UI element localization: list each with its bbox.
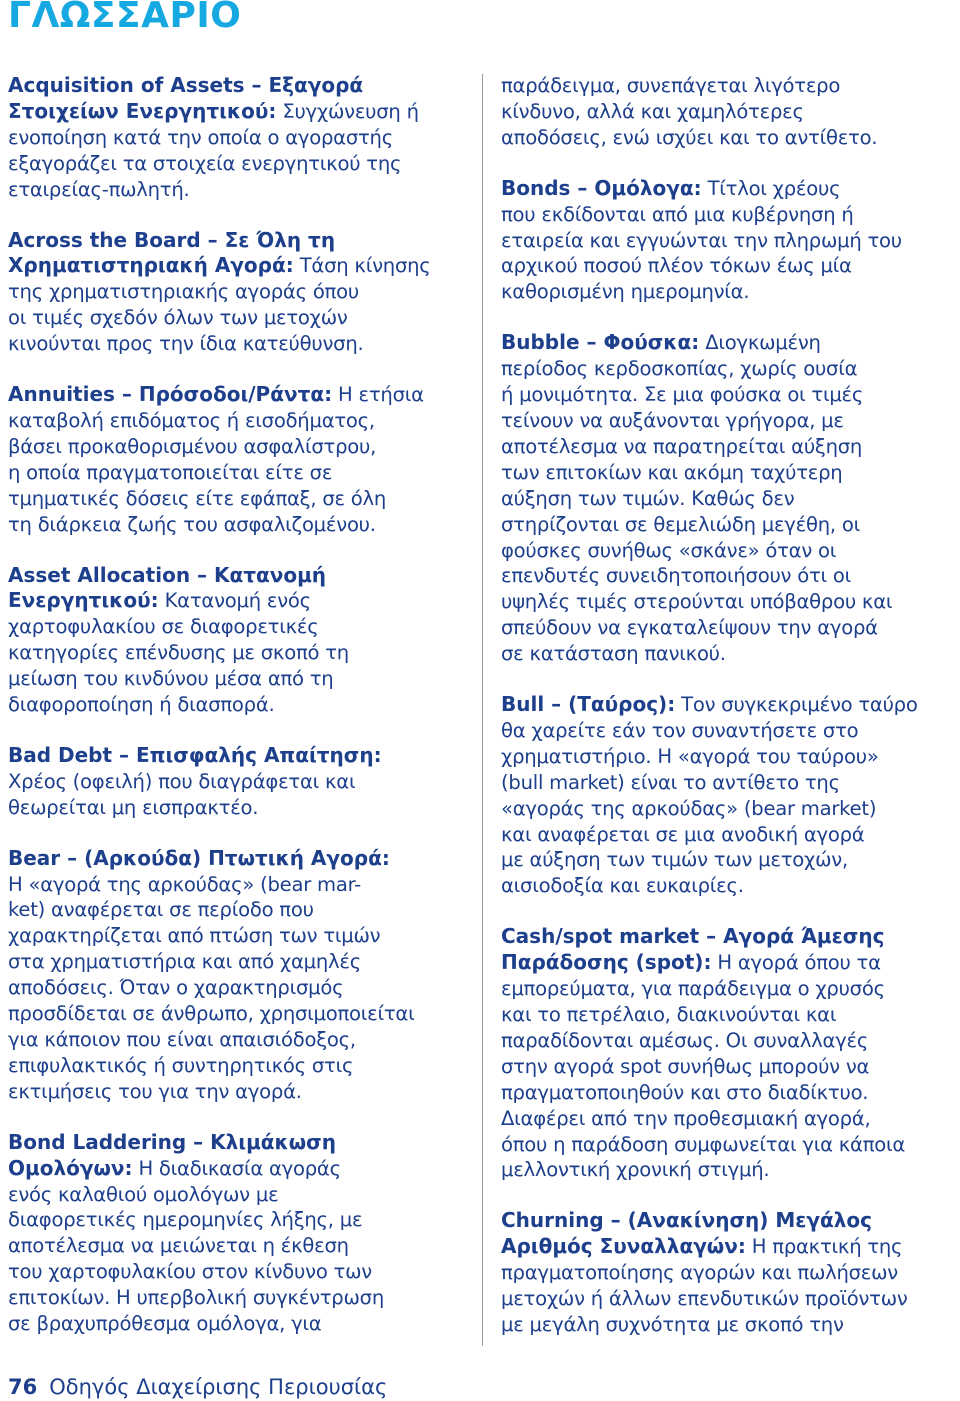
entry-line (501, 563, 960, 589)
glossary-entry (501, 73, 960, 151)
glossary-definition: κίνδυνο, αλλά και χαμηλότερες (501, 99, 804, 123)
glossary-term: Churning – (Ανακίνηση) Μεγάλος (501, 1208, 873, 1233)
entry-line (8, 331, 470, 357)
book-title: Οδηγός Διαχείρισης Περιουσίας (49, 1375, 388, 1399)
glossary-entry (8, 382, 470, 537)
glossary-definition: αύξηση των τιμών. Καθώς δεν (501, 486, 795, 510)
glossary-definition: μετοχών ή άλλων επενδυτικών προϊόντων (501, 1287, 908, 1311)
glossary-term: Ομολόγων: (8, 1155, 133, 1180)
entry-line (8, 305, 470, 331)
glossary-term: Cash/spot market – Αγορά Άμεσης (501, 924, 885, 949)
entry-line (8, 1156, 470, 1182)
entry-line (8, 151, 470, 177)
entry-line (8, 1001, 470, 1027)
glossary-definition: εταιρείας-πωλητή. (8, 177, 190, 201)
entry-line (8, 949, 470, 975)
entry-line (8, 743, 470, 769)
glossary-definition: τμηματικές δόσεις είτε εφάπαξ, σε όλη (8, 486, 387, 510)
glossary-definition: Η αγορά όπου τα (711, 951, 881, 975)
entry-line (8, 408, 470, 434)
glossary-term: Acquisition of Assets – Εξαγορά (8, 73, 364, 97)
entry-line (8, 640, 470, 666)
glossary-definition: μελλοντική χρονική στιγμή. (501, 1158, 770, 1182)
entry-line (501, 770, 960, 796)
entry-line (8, 253, 470, 279)
glossary-definition: στα χρηματιστήρια και από χαμηλές (8, 950, 361, 974)
glossary-definition: των επιτοκίων και ακόμη ταχύτερη (501, 460, 843, 484)
glossary-definition: της χρηματιστηριακής αγοράς όπου (8, 280, 359, 304)
glossary-definition: θα χαρείτε εάν τον συναντήσετε στο (501, 718, 859, 742)
entry-line (8, 177, 470, 203)
entry-line (501, 356, 960, 382)
glossary-definition: φούσκες συνήθως «σκάνε» όταν οι (501, 538, 837, 562)
entry-line (501, 1106, 960, 1132)
page-title: ΓΛΩΣΣΑΡΙΟ (8, 0, 242, 36)
glossary-definition: παράδειγμα, συνεπάγεται λιγότερο (501, 74, 841, 97)
entry-line (8, 769, 470, 795)
glossary-definition: εξαγοράζει τα στοιχεία ενεργητικού της (8, 151, 402, 175)
glossary-definition: χαρτοφυλακίου σε διαφορετικές (8, 615, 319, 639)
entry-line (501, 1260, 960, 1286)
glossary-definition: του χαρτοφυλακίου στον κίνδυνο των (8, 1260, 372, 1284)
glossary-definition: πραγματοποιηθούν και στο διαδίκτυο. (501, 1080, 869, 1104)
entry-line (501, 1054, 960, 1080)
entry-line (501, 279, 960, 305)
glossary-definition: Η ετήσια (332, 383, 424, 407)
glossary-definition: ενοποίηση κατά την οποία ο αγοραστής (8, 125, 393, 149)
entry-line (8, 1130, 470, 1156)
glossary-definition: Κατανομή ενός (158, 589, 311, 613)
entry-line (501, 1028, 960, 1054)
entry-line (501, 1208, 960, 1234)
entry-line (501, 950, 960, 976)
entry-line (8, 1233, 470, 1259)
glossary-definition: εκτιμήσεις του για την αγορά. (8, 1079, 302, 1103)
entry-line (8, 1182, 470, 1208)
glossary-definition: Η διαδικασία αγοράς (132, 1156, 341, 1180)
glossary-term: Bull – (Ταύρος): (501, 692, 676, 717)
entry-line (501, 1080, 960, 1106)
glossary-entry (8, 228, 470, 358)
entry-line (8, 382, 470, 408)
entry-line (501, 486, 960, 512)
glossary-definition: τη διάρκεια ζωής του ασφαλιζομένου. (8, 512, 376, 536)
entry-line (501, 1312, 960, 1338)
entry-line (501, 512, 960, 538)
glossary-definition: Συγχώνευση ή (276, 99, 419, 123)
glossary-definition: κινούνται προς την ίδια κατεύθυνση. (8, 332, 364, 356)
glossary-definition: εμπορεύματα, για παράδειγμα ο χρυσός (501, 977, 885, 1001)
entry-line (501, 228, 960, 254)
glossary-definition: αποτέλεσμα να μειώνεται η έκθεση (8, 1234, 349, 1258)
entry-line (8, 228, 470, 254)
glossary-term: Χρηματιστηριακή Αγορά: (8, 253, 294, 278)
column-divider (482, 74, 483, 1346)
entry-line (8, 125, 470, 151)
entry-line (501, 73, 960, 99)
entry-line (501, 847, 960, 873)
entry-line (501, 1286, 960, 1312)
glossary-entry (501, 1208, 960, 1338)
glossary-column-right (501, 73, 960, 1363)
glossary-definition: οι τιμές σχεδόν όλων των μετοχών (8, 306, 348, 330)
entry-line (501, 796, 960, 822)
glossary-definition: θεωρείται μη εισπρακτέο. (8, 795, 259, 819)
glossary-definition: Διαφέρει από την προθεσμιακή αγορά, (501, 1106, 871, 1130)
entry-line (501, 692, 960, 718)
entry-line (501, 615, 960, 641)
glossary-definition: πραγματοποίησης αγορών και πωλήσεων (501, 1261, 898, 1285)
entry-line (501, 382, 960, 408)
glossary-definition: ket) αναφέρεται σε περίοδο που (8, 898, 314, 922)
entry-line (8, 1285, 470, 1311)
glossary-definition: επενδυτές συνειδητοποιήσουν ότι οι (501, 564, 851, 588)
entry-line (8, 279, 470, 305)
glossary-definition: περίοδος κερδοσκοπίας, χωρίς ουσία (501, 357, 858, 381)
entry-line (501, 434, 960, 460)
glossary-definition: αισιοδοξία και ευκαιρίες. (501, 874, 744, 898)
entry-line (8, 512, 470, 538)
glossary-definition: τείνουν να αυξάνονται γρήγορα, με (501, 408, 844, 432)
entry-line (8, 1053, 470, 1079)
entry-line (501, 99, 960, 125)
glossary-definition: σε κατάσταση πανικού. (501, 642, 726, 666)
entry-line (501, 1132, 960, 1158)
entry-line (8, 897, 470, 923)
entry-line (8, 460, 470, 486)
glossary-definition: εταιρεία και εγγυώνται την πληρωμή του (501, 228, 902, 252)
entry-line (501, 330, 960, 356)
glossary-definition: όπου η παράδοση συμφωνείται για κάποια (501, 1132, 906, 1156)
glossary-definition: και το πετρέλαιο, διακινούνται και (501, 1003, 837, 1026)
glossary-definition: ή μονιμότητα. Σε μια φούσκα οι τιμές (501, 383, 864, 407)
glossary-definition: καθορισμένη ημερομηνία. (501, 280, 750, 304)
glossary-definition: καταβολή επιδόματος ή εισοδήματος, (8, 408, 375, 432)
glossary-definition: ενός καλαθιού ομολόγων με (8, 1182, 279, 1206)
entry-line (501, 1002, 960, 1028)
glossary-term: Bad Debt – Επισφαλής Απαίτηση: (8, 742, 382, 767)
entry-line (8, 434, 470, 460)
entry-line (501, 589, 960, 615)
entry-line (8, 99, 470, 125)
entry-line (501, 253, 960, 279)
entry-line (8, 1027, 470, 1053)
glossary-definition: παραδίδονται αμέσως. Οι συναλλαγές (501, 1028, 869, 1052)
entry-line (8, 666, 470, 692)
glossary-definition: Τάση κίνησης (293, 254, 431, 278)
glossary-definition: σε βραχυπρόθεσμα ομόλογα, για (8, 1312, 322, 1336)
glossary-definition: που εκδίδονται από μια κυβέρνηση ή (501, 202, 854, 226)
glossary-definition: χαρακτηρίζεται από πτώση των τιμών (8, 924, 381, 948)
glossary-definition: σπεύδουν να εγκαταλείψουν την αγορά (501, 616, 878, 640)
entry-line (501, 460, 960, 486)
glossary-term: Αριθμός Συναλλαγών: (501, 1234, 746, 1259)
glossary-entry (8, 743, 470, 821)
page-footer (8, 1373, 387, 1401)
glossary-entry (8, 73, 470, 203)
glossary-column-left (8, 73, 470, 1362)
entry-line (501, 125, 960, 151)
entry-line (8, 872, 470, 898)
glossary-definition: και αναφέρεται σε μια ανοδική αγορά (501, 822, 865, 846)
glossary-definition: υψηλές τιμές στερούνται υπόβαθρου και (501, 590, 893, 614)
glossary-term: Bonds – Ομόλογα: (501, 175, 702, 200)
glossary-term: Ενεργητικού: (8, 588, 159, 613)
glossary-term: Bubble – Φούσκα: (501, 330, 700, 355)
entry-line (501, 924, 960, 950)
entry-line (501, 538, 960, 564)
glossary-definition: αποδόσεις. Όταν ο χαρακτηρισμός (8, 976, 344, 1000)
glossary-definition: αποδόσεις, ενώ ισχύει και το αντίθετο. (501, 125, 878, 149)
entry-line (8, 486, 470, 512)
glossary-definition: η οποία πραγματοποιείται είτε σε (8, 460, 333, 484)
glossary-definition: Η «αγορά της αρκούδας» (bear mar- (8, 872, 361, 896)
glossary-definition: βάσει προκαθορισμένου ασφαλίστρου, (8, 434, 377, 458)
entry-line (501, 718, 960, 744)
entry-line (8, 846, 470, 872)
glossary-definition: προσδίδεται σε άνθρωπο, χρησιμοποιείται (8, 1002, 415, 1026)
glossary-entry (8, 1130, 470, 1337)
entry-line (501, 744, 960, 770)
glossary-definition: Διογκωμένη (699, 331, 821, 355)
glossary-definition: επιτοκίων. Η υπερβολική συγκέντρωση (8, 1286, 384, 1310)
glossary-entry (8, 846, 470, 1105)
glossary-definition: διαφοροποίηση ή διασπορά. (8, 693, 275, 717)
glossary-entry (8, 563, 470, 718)
entry-line (501, 976, 960, 1002)
glossary-term: Annuities – Πρόσοδοι/Ράντα: (8, 382, 333, 407)
glossary-entry (501, 176, 960, 306)
glossary-definition: Τίτλοι χρέους (701, 176, 841, 200)
glossary-definition: Τον συγκεκριμένο ταύρο (675, 693, 918, 717)
entry-line (501, 1234, 960, 1260)
entry-line (8, 795, 470, 821)
page-number: 76 (8, 1375, 38, 1399)
glossary-term: Στοιχείων Ενεργητικού: (8, 98, 277, 123)
glossary-definition: με μεγάλη συχνότητα με σκοπό την (501, 1312, 844, 1336)
glossary-term: Bear – (Αρκούδα) Πτωτική Αγορά: (8, 845, 390, 870)
entry-line (8, 1207, 470, 1233)
entry-line (501, 822, 960, 848)
entry-line (8, 923, 470, 949)
entry-line (8, 614, 470, 640)
entry-line (8, 1259, 470, 1285)
glossary-definition: «αγοράς της αρκούδας» (bear market) (501, 796, 877, 820)
glossary-definition: διαφορετικές ημερομηνίες λήξης, με (8, 1208, 363, 1232)
entry-line (8, 73, 470, 99)
glossary-definition: (bull market) είναι το αντίθετο της (501, 770, 840, 794)
glossary-definition: Η πρακτική της (745, 1235, 903, 1259)
glossary-term: Across the Board – Σε Όλη τη (8, 227, 336, 252)
entry-line (501, 408, 960, 434)
entry-line (8, 975, 470, 1001)
entry-line (501, 873, 960, 899)
glossary-definition: επιφυλακτικός ή συντηρητικός στις (8, 1053, 354, 1077)
glossary-definition: στην αγορά spot συνήθως μπορούν να (501, 1054, 870, 1078)
glossary-term: Bond Laddering – Κλιμάκωση (8, 1129, 336, 1154)
entry-line (501, 1157, 960, 1183)
glossary-entry (501, 330, 960, 667)
entry-line (8, 692, 470, 718)
glossary-entry (501, 692, 960, 899)
glossary-definition: αρχικού ποσού πλέον τόκων έως μία (501, 254, 852, 278)
entry-line (8, 1311, 470, 1337)
glossary-definition: Χρέος (οφειλή) που διαγράφεται και (8, 769, 356, 793)
glossary-definition: κατηγορίες επένδυσης με σκοπό τη (8, 641, 349, 665)
entry-line (501, 641, 960, 667)
glossary-definition: αποτέλεσμα να παρατηρείται αύξηση (501, 434, 863, 458)
glossary-definition: για κάποιον που είναι απαισιόδοξος, (8, 1028, 356, 1051)
glossary-term: Παράδοσης (spot): (501, 950, 712, 975)
entry-line (501, 176, 960, 202)
entry-line (501, 202, 960, 228)
glossary-term: Asset Allocation – Κατανομή (8, 562, 327, 587)
glossary-definition: μείωση του κινδύνου μέσα από τη (8, 667, 334, 691)
entry-line (8, 588, 470, 614)
entry-line (8, 1079, 470, 1105)
glossary-definition: χρηματιστήριο. Η «αγορά του ταύρου» (501, 744, 879, 768)
entry-line (8, 563, 470, 589)
glossary-definition: με αύξηση των τιμών των μετοχών, (501, 848, 848, 872)
glossary-entry (501, 924, 960, 1183)
glossary-definition: στηρίζονται σε θεμελιώδη μεγέθη, οι (501, 512, 860, 536)
